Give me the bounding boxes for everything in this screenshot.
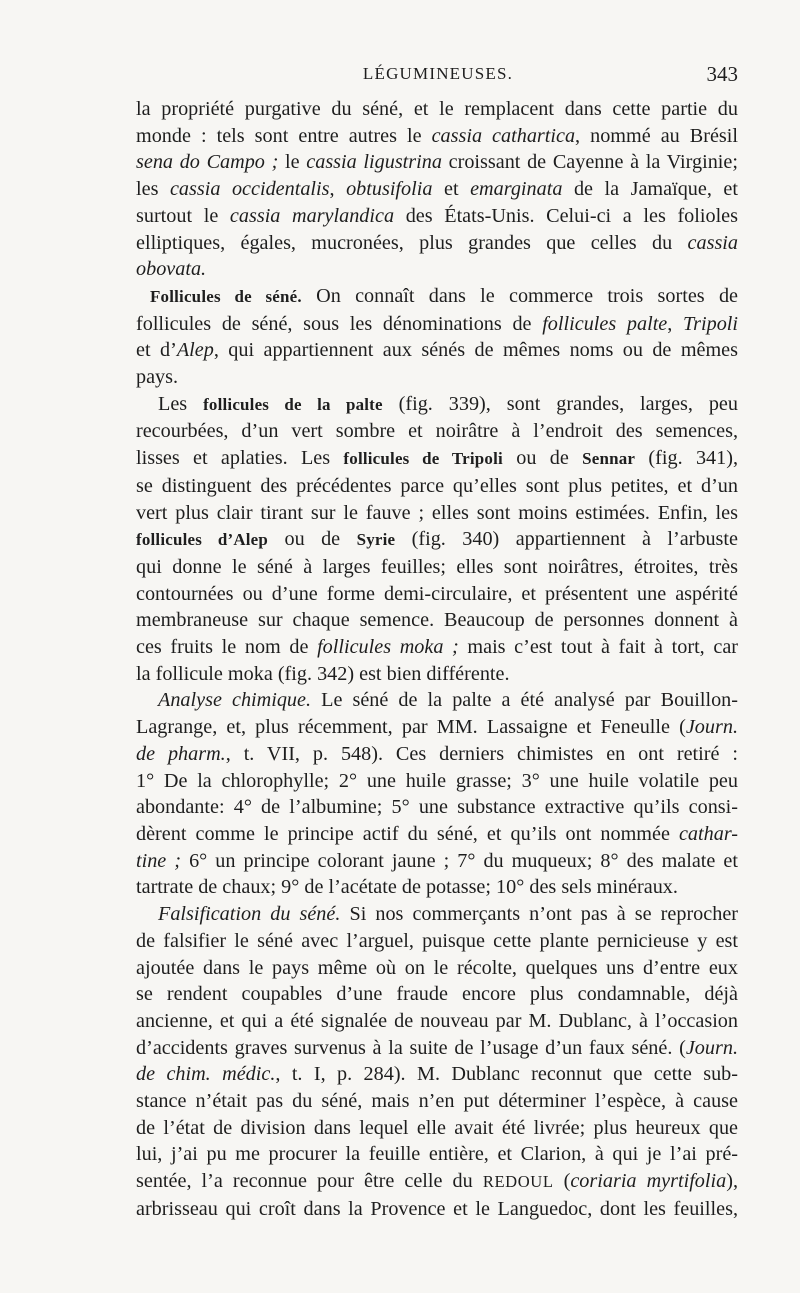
text-line: dèrent comme le principe actif du séné, et qu’ils ont nommée cathar- bbox=[136, 822, 738, 845]
italic-run: Falsification du séné. bbox=[158, 903, 341, 926]
bold-run: Follicules de séné. bbox=[150, 286, 302, 306]
text-line: follicules d’Alep ou de Syrie (fig. 340) appartiennent à l’arbuste bbox=[136, 528, 738, 551]
text-line: de falsifier le séné avec l’arguel, puisque cette plante pernicieuse y est bbox=[136, 929, 738, 952]
text-line: ajoutée dans le pays même où on le récolte, quelques uns d’entre eux bbox=[136, 956, 738, 979]
italic-run: emarginata bbox=[470, 178, 563, 201]
text-line: membraneuse sur chaque semence. Beaucoup de personnes donnent à bbox=[136, 609, 738, 632]
text-line: les cassia occidentalis, obtusifolia et emarginata de la Jamaïque, et bbox=[136, 178, 738, 201]
italic-run: Alep bbox=[176, 339, 214, 362]
text-line: de l’état de division dans lequel elle avait été livrée; plus heureux que bbox=[136, 1116, 738, 1139]
text-line: lisses et aplaties. Les follicules de Tripoli ou de Sennar (fig. 341), bbox=[136, 447, 738, 470]
text-line: la propriété purgative du séné, et le remplacent dans cette partie du bbox=[136, 98, 738, 120]
italic-run: cassia marylandica bbox=[229, 204, 395, 227]
bold-run: Sennar bbox=[582, 449, 636, 469]
text-line: Falsification du séné. Si nos commerçants n’ont pas à se reprocher bbox=[158, 903, 738, 926]
text-line: arbrisseau qui croît dans la Provence et le Languedoc, dont les feuilles, bbox=[136, 1197, 738, 1220]
italic-run: Journ. bbox=[685, 1036, 738, 1059]
bold-run: follicules d’Alep bbox=[136, 530, 269, 550]
text-line: vert plus clair tirant sur le fauve ; elles sont moins estimées. Enfin, les bbox=[136, 501, 738, 524]
italic-run: sena do Campo ; bbox=[136, 151, 279, 174]
text-line: tartrate de chaux; 9° de l’acétate de potasse; 10° des sels minéraux. bbox=[136, 876, 678, 899]
text-line: monde : tels sont entre autres le cassia cathartica, nommé au Brésil bbox=[136, 124, 739, 147]
text-line: tine ; 6° un principe colorant jaune ; 7° du muqueux; 8° des malate et bbox=[136, 849, 738, 872]
text-line: ancienne, et qui a été signalée de nouveau par M. Dublanc, à l’occasion bbox=[136, 1009, 738, 1032]
italic-run: tine ; bbox=[136, 849, 182, 872]
italic-run: follicules moka ; bbox=[317, 636, 459, 659]
running-header bbox=[136, 62, 740, 90]
text-line: contournées ou d’une forme demi-circulaire, et présentent une aspérité bbox=[136, 582, 738, 605]
text-line: surtout le cassia marylandica des États-Unis. Celui-ci a les folioles bbox=[136, 204, 738, 227]
bold-run: Syrie bbox=[356, 530, 396, 550]
italic-run: Analyse chimique. bbox=[158, 689, 312, 712]
text-line bbox=[136, 256, 738, 283]
text-line: qui donne le séné à larges feuilles; elles sont noirâtres, étroites, très bbox=[136, 555, 738, 578]
text-line: de chim. médic., t. I, p. 284). M. Dublanc reconnut que cette sub- bbox=[136, 1063, 738, 1086]
text-line: recourbées, d’un vert sombre et noirâtre à l’endroit des semences, bbox=[136, 420, 738, 443]
text-line: stance n’était pas du séné, mais n’en put déterminer l’espèce, à cause bbox=[136, 1090, 738, 1113]
running-title: LÉGUMINEUSES. bbox=[362, 64, 514, 83]
text-line: de pharm., t. VII, p. 548). Ces derniers chimistes en ont retiré : bbox=[136, 742, 738, 765]
italic-run: cassia cathartica bbox=[431, 124, 576, 147]
text-line: d’accidents graves survenus à la suite de l’usage d’un faux séné. (Journ. bbox=[136, 1036, 738, 1059]
text-line: sena do Campo ; le cassia ligustrina croissant de Cayenne à la Virginie; bbox=[136, 151, 738, 174]
bold-run: follicules de la palte bbox=[203, 394, 383, 414]
italic-run: follicules palte bbox=[542, 312, 668, 335]
italic-run: Tripoli bbox=[683, 312, 739, 335]
page-number: 343 bbox=[706, 62, 738, 86]
text-line: la follicule moka (fig. 342) est bien différente. bbox=[136, 662, 510, 685]
text-line: se distinguent des précédentes parce qu’elles sont plus petites, et d’un bbox=[136, 474, 738, 497]
text-line: Lagrange, et, plus récemment, par MM. Lassaigne et Feneulle (Journ. bbox=[136, 716, 738, 739]
text-line: ces fruits le nom de follicules moka ; mais c’est tout à fait à tort, car bbox=[136, 636, 738, 659]
italic-run: de pharm. bbox=[136, 742, 226, 765]
text-line: 1° De la chlorophylle; 2° une huile grasse; 3° une huile volatile peu bbox=[136, 769, 738, 792]
text-line: elliptiques, égales, mucronées, plus grandes que celles du cassia bbox=[136, 231, 738, 254]
text-line: follicules de séné, sous les dénominations de follicules palte, Tripoli bbox=[136, 312, 739, 335]
text-line: Les follicules de la palte (fig. 339), sont grandes, larges, peu bbox=[158, 392, 738, 415]
italic-run: cassia ligustrina bbox=[306, 151, 442, 174]
text-line: abondante: 4° de l’albumine; 5° une substance extractive qu’ils consi- bbox=[136, 796, 738, 819]
italic-run: cathar- bbox=[678, 822, 738, 845]
text-line: lui, j’ai pu me procurer la feuille entière, et Clarion, à qui je l’ai pré- bbox=[136, 1143, 738, 1166]
italic-run: cassia bbox=[687, 231, 738, 254]
italic-run: obovata. bbox=[136, 258, 207, 281]
smallcaps-run: REDOUL bbox=[482, 1172, 554, 1192]
text-line: se rendent coupables d’une fraude encore plus condamnable, déjà bbox=[136, 983, 738, 1006]
text-line: sentée, l’a reconnue pour être celle du REDOUL (coriaria myrtifolia), bbox=[136, 1170, 738, 1193]
text-line: Analyse chimique. Le séné de la palte a été analysé par Bouillon- bbox=[158, 689, 738, 712]
italic-run: coriaria myrtifolia bbox=[570, 1170, 727, 1193]
text-line: et d’Alep, qui appartiennent aux sénés de mêmes noms ou de mêmes bbox=[136, 339, 738, 362]
italic-run: obtusifolia bbox=[346, 178, 433, 201]
bold-run: follicules de Tripoli bbox=[343, 449, 503, 469]
italic-run: de chim. médic. bbox=[136, 1063, 276, 1086]
text-line: Follicules de séné. On connaît dans le commerce trois sortes de bbox=[150, 284, 738, 307]
text-line: pays. bbox=[136, 366, 179, 389]
page-body bbox=[136, 96, 738, 1223]
italic-run: Journ. bbox=[685, 716, 738, 739]
italic-run: cassia occidentalis bbox=[169, 178, 330, 201]
